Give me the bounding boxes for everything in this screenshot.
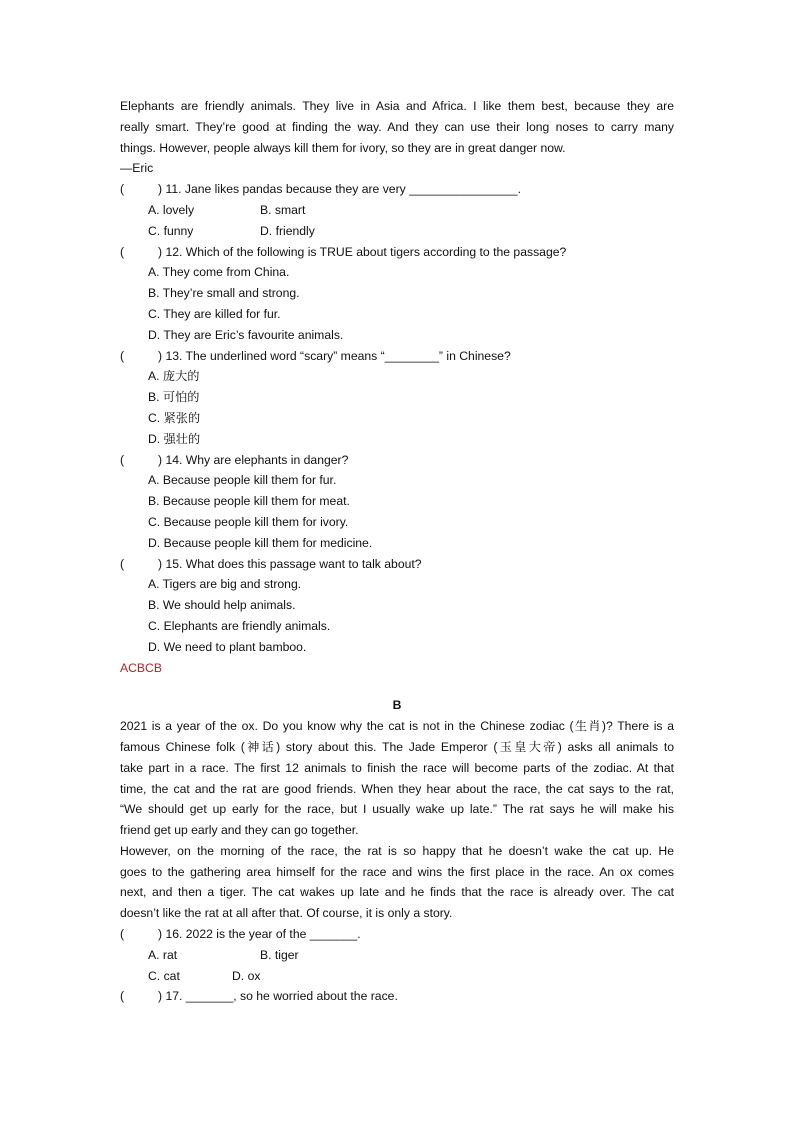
passage-a-line: Elephants are friendly animals. They live in Asia and Africa. I like them best, because they are (120, 99, 674, 113)
option-c: C. Elephants are friendly animals. (148, 618, 331, 633)
option-d: D. We need to plant bamboo. (148, 639, 307, 654)
option-a: A. rat (148, 947, 178, 962)
question-12 (120, 242, 674, 263)
options-row (120, 200, 674, 221)
option-d: D. 强壮的 (148, 431, 201, 446)
option-b: B. smart (260, 202, 306, 217)
option-d: D. Because people kill them for medicine. (148, 535, 373, 550)
passage-b-line: take part in a race. The first 12 animals to finish the race will become parts of the zodiac. At that (120, 760, 674, 775)
passage-b-line: 2021 is a year of the ox. Do you know why the cat is not in the Chinese zodiac (生肖)? There is a (120, 719, 674, 734)
option-a: A. Tigers are big and strong. (148, 577, 302, 592)
worksheet-page (120, 96, 674, 1007)
option-d: D. They are Eric’s favourite animals. (148, 327, 344, 342)
passage-b-line: goes to the gathering area himself for the race and wins the first place in the race. An ox comes (120, 864, 674, 879)
option-a: A. 庞大的 (148, 369, 200, 384)
option-b: B. Because people kill them for meat. (148, 494, 350, 509)
question-14 (120, 450, 674, 471)
option-b: B. We should help animals. (148, 598, 296, 613)
passage-b-line: next, and then a tiger. The cat wakes up late and he finds that the race is already over. The cat (120, 885, 674, 900)
passage-signature: —Eric (120, 161, 154, 176)
question-text: ) 11. Jane likes pandas because they are very ________________. (158, 182, 521, 197)
answer-key: ACBCB (120, 660, 162, 675)
question-16 (120, 924, 674, 945)
option-c: C. They are killed for fur. (148, 306, 281, 321)
question-text: ) 16. 2022 is the year of the _______. (158, 927, 361, 942)
passage-a-line: really smart. They’re good at finding the way. And they can use their long noses to carry many (120, 119, 674, 134)
answer-blank[interactable]: ( (120, 452, 125, 467)
passage-b-line: time, the cat and the rat are good friends. When they hear about the race, the cat says to the rat, (120, 781, 674, 796)
option-b: B. They’re small and strong. (148, 286, 300, 301)
answer-blank[interactable]: ( (120, 556, 125, 571)
options-row (120, 945, 674, 966)
passage-b-line: However, on the morning of the race, the rat is so happy that he doesn’t wake the cat up. He (120, 843, 674, 858)
option-b: B. 可怕的 (148, 390, 200, 405)
option-c: C. cat (148, 968, 180, 983)
option-c: C. Because people kill them for ivory. (148, 514, 349, 529)
option-a: A. Because people kill them for fur. (148, 473, 337, 488)
answer-blank[interactable]: ( (120, 244, 125, 259)
question-15 (120, 554, 674, 575)
question-11 (120, 179, 674, 200)
question-text: ) 15. What does this passage want to talk about? (158, 556, 422, 571)
answer-blank[interactable]: ( (120, 927, 125, 942)
answer-blank[interactable]: ( (120, 348, 125, 363)
question-13 (120, 346, 674, 367)
option-d: D. ox (232, 968, 261, 983)
option-d: D. friendly (260, 223, 315, 238)
question-text: ) 14. Why are elephants in danger? (158, 452, 349, 467)
passage-a-line: things. However, people always kill them for ivory, so they are in great danger now. (120, 140, 566, 155)
answer-blank[interactable]: ( (120, 182, 125, 197)
section-title: B (392, 698, 402, 713)
passage-b-line: “We should get up early for the race, but I usually wake up late.” The rat says he will make his (120, 802, 674, 817)
question-text: ) 13. The underlined word “scary” means “________” in Chinese? (158, 348, 511, 363)
options-row (120, 966, 674, 987)
option-a: A. They come from China. (148, 265, 290, 280)
answer-blank[interactable]: ( (120, 989, 125, 1004)
passage-b-line: famous Chinese folk (神话) story about this. The Jade Emperor (玉皇大帝) asks all animals to (120, 739, 674, 754)
passage-b-line: friend get up early and they can go together. (120, 823, 359, 838)
passage-b-line: doesn’t like the rat at all after that. Of course, it is only a story. (120, 906, 453, 921)
options-row (120, 221, 674, 242)
option-a: A. lovely (148, 202, 195, 217)
question-text: ) 17. _______, so he worried about the race. (158, 989, 398, 1004)
question-text: ) 12. Which of the following is TRUE about tigers according to the passage? (158, 244, 567, 259)
option-c: C. 紧张的 (148, 410, 201, 425)
option-c: C. funny (148, 223, 194, 238)
option-b: B. tiger (260, 947, 299, 962)
question-17 (120, 986, 674, 1007)
